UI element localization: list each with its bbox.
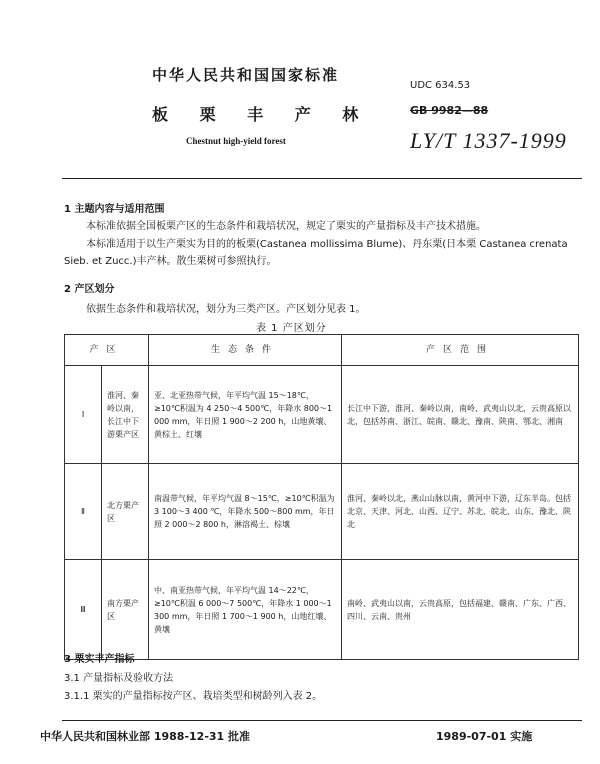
footer-divider [62, 720, 582, 721]
zone-table [64, 334, 579, 660]
zone-name: 南方栗产区 [102, 560, 149, 660]
table-row [65, 464, 579, 560]
zone-name: 北方栗产区 [102, 464, 149, 560]
implementation-date: 1989-07-01 实施 [436, 730, 533, 743]
udc-code: UDC 634.53 [410, 80, 471, 91]
table-header-row [65, 335, 579, 366]
english-title: Chestnut high-yield forest [186, 136, 286, 146]
section-3-1-1-text: 3.1.1 栗实的产量指标按产区、栽培类型和树龄列入表 2。 [64, 691, 323, 702]
section-1-heading: 1 主题内容与适用范围 [64, 204, 165, 215]
zone-code: Ⅰ [65, 366, 102, 464]
table-row [65, 560, 579, 660]
zone-code: Ⅱ [65, 464, 102, 560]
zone-name: 淮河、秦岭以南，长江中下游栗产区 [102, 366, 149, 464]
section-3-1-heading: 3.1 产量指标及验收方法 [64, 673, 174, 684]
table-1-caption: 表 1 产区划分 [256, 323, 327, 334]
section-2-heading: 2 产区划分 [64, 284, 115, 295]
header-divider [62, 178, 582, 179]
zone-climate: 南温带气候，年平均气温 8～15℃，≥10℃积温为 3 100～3 400 ℃，年降水 500～800 mm，年日照 2 000～2 800 h，淋溶褐土、棕壤 [149, 464, 342, 560]
column-header-zone: 产区 [65, 335, 149, 366]
section-1-para-2: 本标准适用于以生产栗实为目的的板栗(Castanea mollissima Blume)、丹东栗(日本栗 Castanea crenata Sieb. et Zucc.)丰产林。散生栗树可参照执行。 [64, 239, 568, 267]
section-2-para: 依据生态条件和栽培状况，划分为三类产区。产区划分见表 1。 [86, 304, 366, 315]
column-header-range: 产区范围 [342, 335, 579, 366]
zone-range: 淮河、秦岭以北，燕山山脉以南，黄河中下游，辽东半岛。包括北京、天津、河北、山西、辽宁、苏北、皖北、山东、豫北、陕北 [342, 464, 579, 560]
section-3-heading: 3 栗实丰产指标 [64, 654, 135, 665]
zone-range: 南岭、武夷山以南，云贵高原，包括福建、赣南、广东、广西、四川、云南、贵州 [342, 560, 579, 660]
handwritten-standard-code: LY/T 1337-1999 [410, 128, 567, 153]
section-1-para-1: 本标准依据全国板栗产区的生态条件和栽培状况，规定了栗实的产量指标及丰产技术措施。 [86, 221, 486, 232]
zone-range: 长江中下游，淮河、秦岭以南，南岭、武夷山以北，云贵高原以北，包括苏南、浙江、皖南、赣北、豫南、陕南、鄂北、湘南 [342, 366, 579, 464]
zone-climate: 中、南亚热带气候，年平均气温 14～22℃，≥10℃积温 6 000～7 500℃，年降水 1 000～1 300 mm，年日照 1 700～1 900 h，山地红壤、黄壤 [149, 560, 342, 660]
column-header-climate: 生态条件 [149, 335, 342, 366]
zone-code: Ⅲ [65, 560, 102, 660]
zone-climate: 亚、北亚热带气候，年平均气温 15～18℃，≥10℃积温为 4 250～4 500℃，年降水 800～1 000 mm，年日照 1 900～2 200 h，山地黄壤、黄棕土、红壤 [149, 366, 342, 464]
standard-type-title: 中华人民共和国国家标准 [152, 66, 340, 84]
document-title: 板 栗 丰 产 林 [152, 105, 359, 124]
old-standard-code: GB 9982—88 [410, 104, 489, 117]
approval-line: 中华人民共和国林业部 1988-12-31 批准 [40, 730, 251, 743]
table-row [65, 366, 579, 464]
